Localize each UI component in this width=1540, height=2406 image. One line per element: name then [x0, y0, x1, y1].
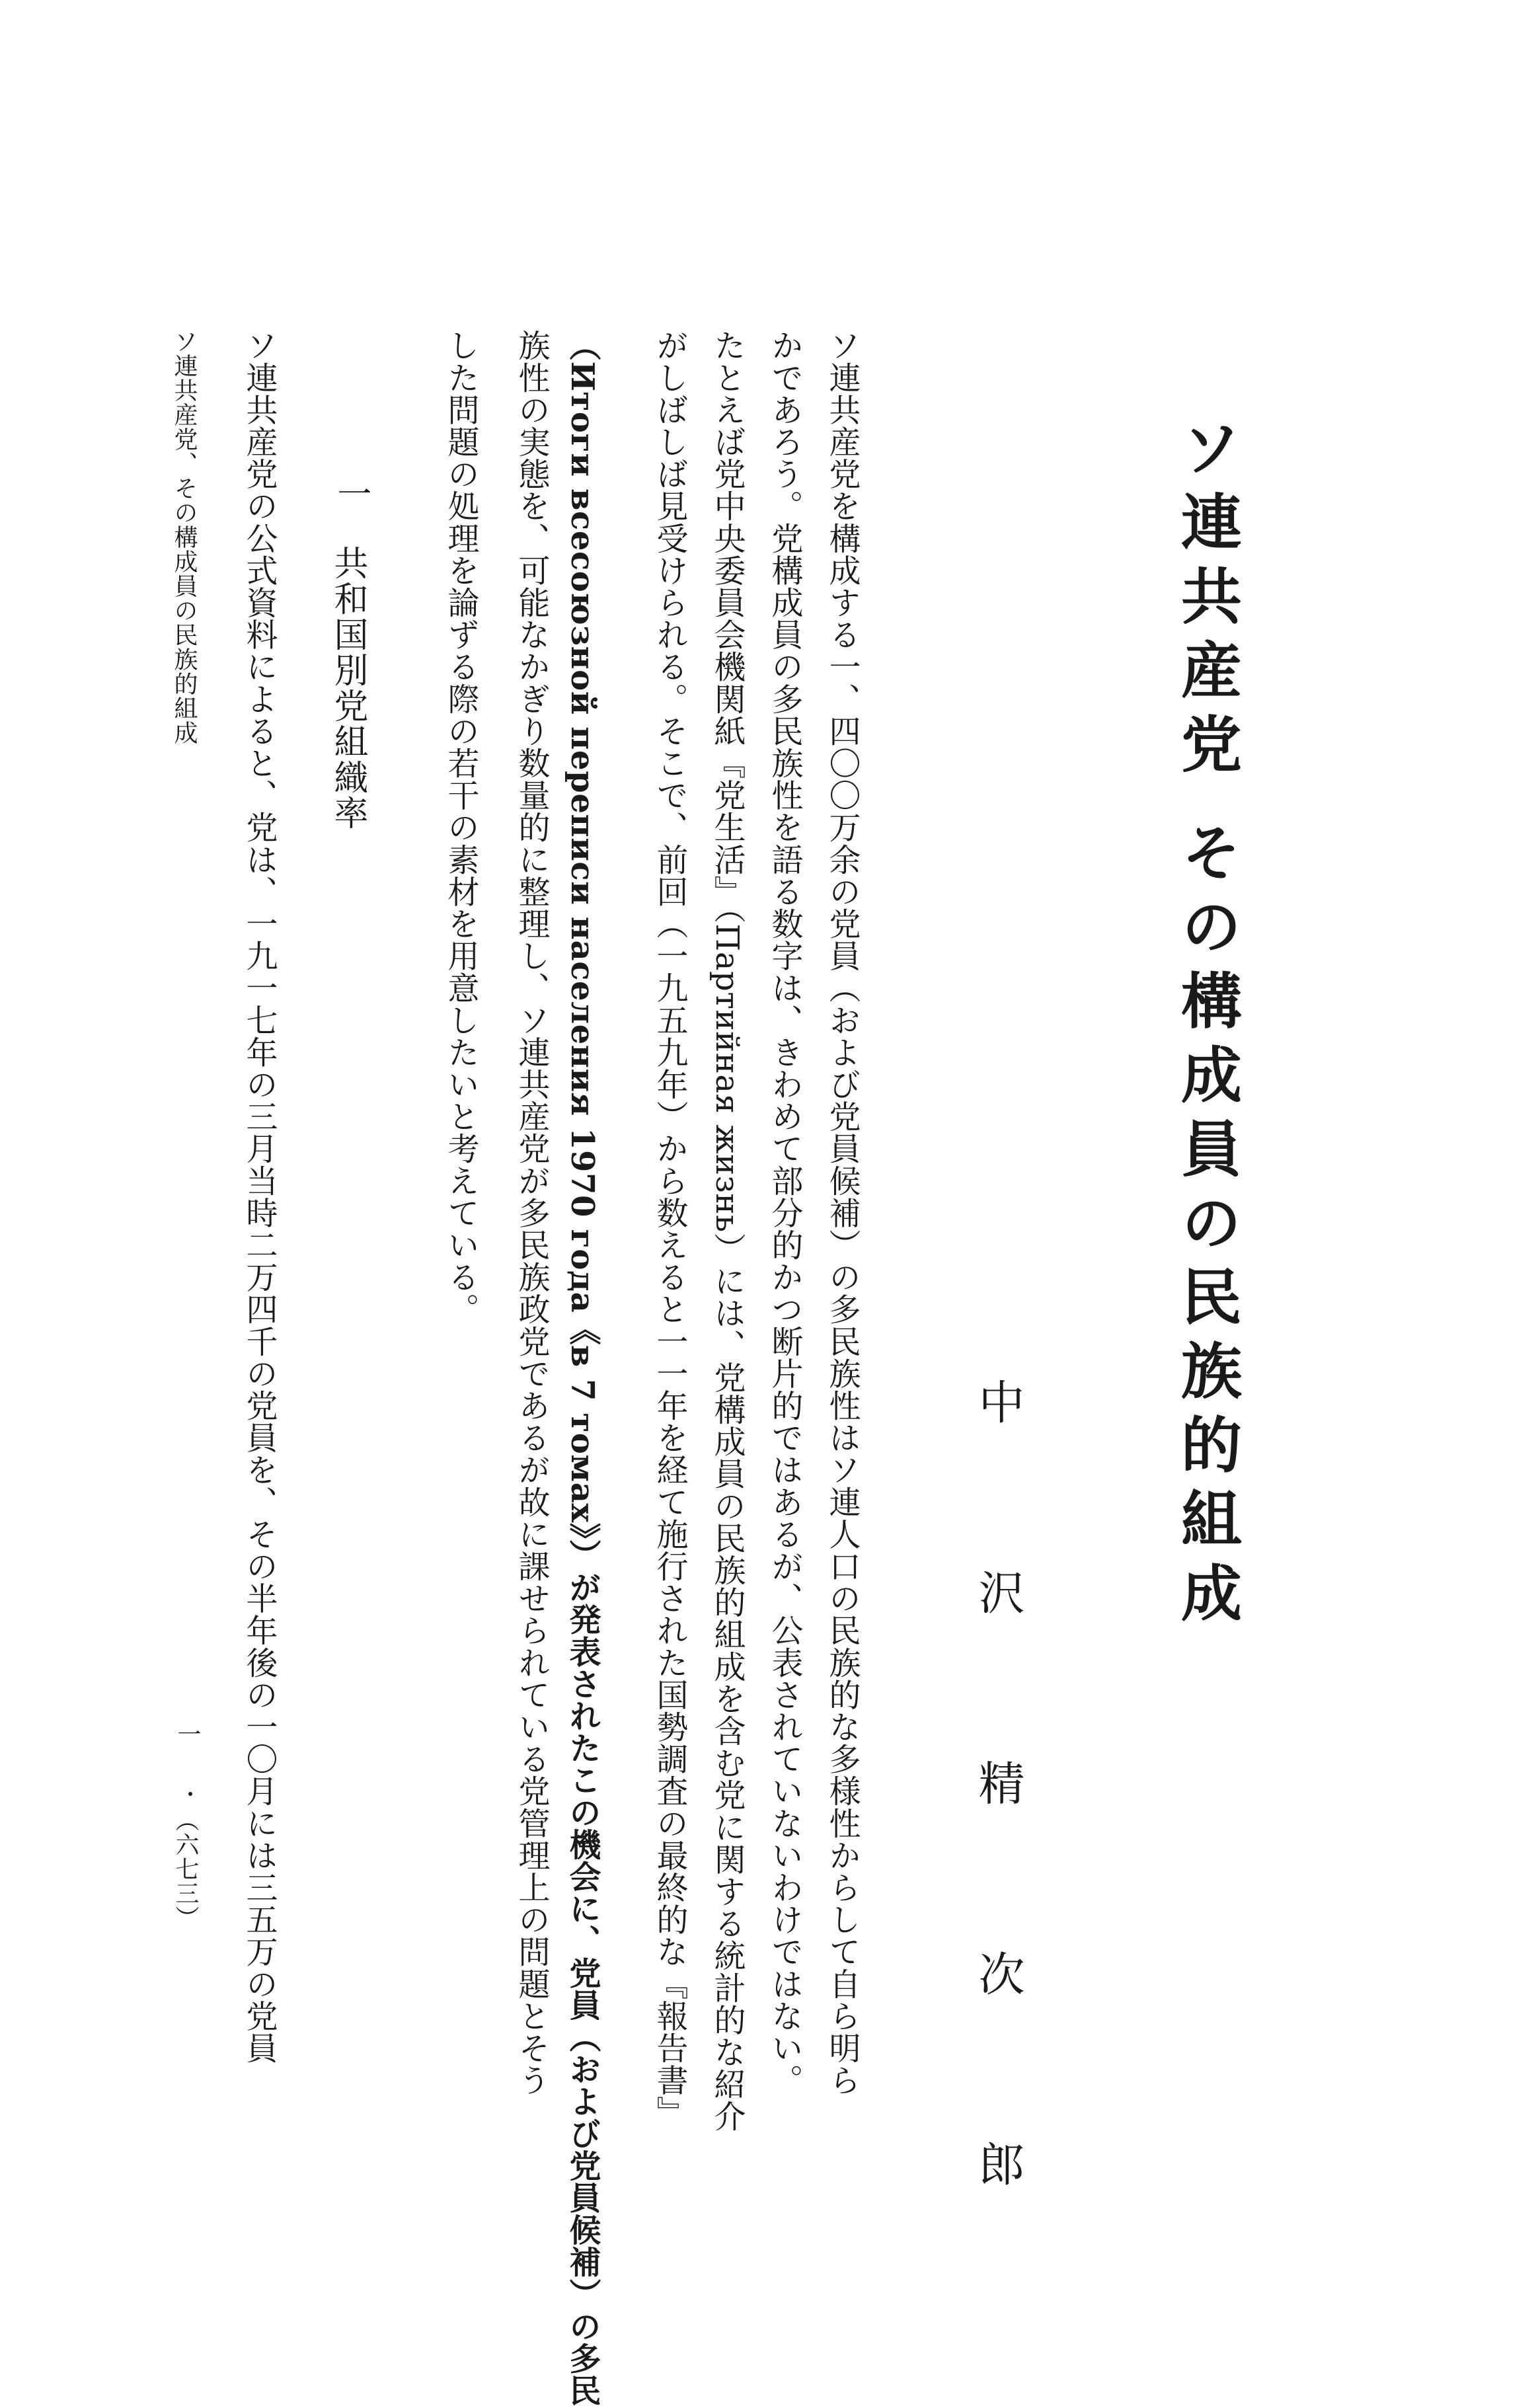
body-line: ソ連共産党を構成する一、四〇〇万余の党員（および党員候補）の多民族性はソ連人口の民族的な多様性からして自ら明ら [824, 329, 861, 2096]
body-line: 族性の実態を、可能なかぎり数量的に整理し、ソ連共産党が多民族政党であるが故に課せられている党管理上の問題とそう [513, 329, 550, 2096]
body-line: たとえば党中央委員会機関紙『党生活』（Партийная жизнь）には、党構成員の民族的組成を含む党に関する統計的な紹介 [709, 329, 746, 2132]
section-number: 一 [331, 476, 371, 510]
body-line: ソ連共産党の公式資料によると、党は、一九一七年の三月当時二万四千の党員を、その半年後の一〇月には三五万の党員 [241, 329, 278, 2064]
section-heading: 共和国別党組織率 [328, 545, 367, 831]
article-title: ソ連共産党 その構成員の民族的組成 [1171, 416, 1243, 1636]
body-line: がしばしば見受けられる。そこで、前回（一九五九年）から数えると一一年を経て施行された国勢調査の最終的な『報告書』 [651, 329, 688, 2128]
page-number: 一 [174, 1722, 201, 1746]
page-number-dot: ・ [176, 1783, 202, 1804]
running-head: ソ連共産党、その構成員の民族的組成 [171, 329, 198, 745]
body-line: した問題の処理を論ずる際の若干の素材を用意したいと考えている。 [442, 329, 479, 1325]
body-line: （Итоги всесоюзной переписи населения 1970 года《в 7 томах》）が発表されたこの機会に、党員（および党員候補）の多民 [564, 329, 601, 2406]
author-name: 中 沢 精 次 郎 [971, 1378, 1025, 2252]
page-number-paren: （六七三） [172, 1808, 199, 1930]
body-line: かであろう。党構成員の多民族性を語る数字は、きわめて部分的かつ断片的ではあるが、公表されていないわけではない。 [766, 329, 803, 2096]
